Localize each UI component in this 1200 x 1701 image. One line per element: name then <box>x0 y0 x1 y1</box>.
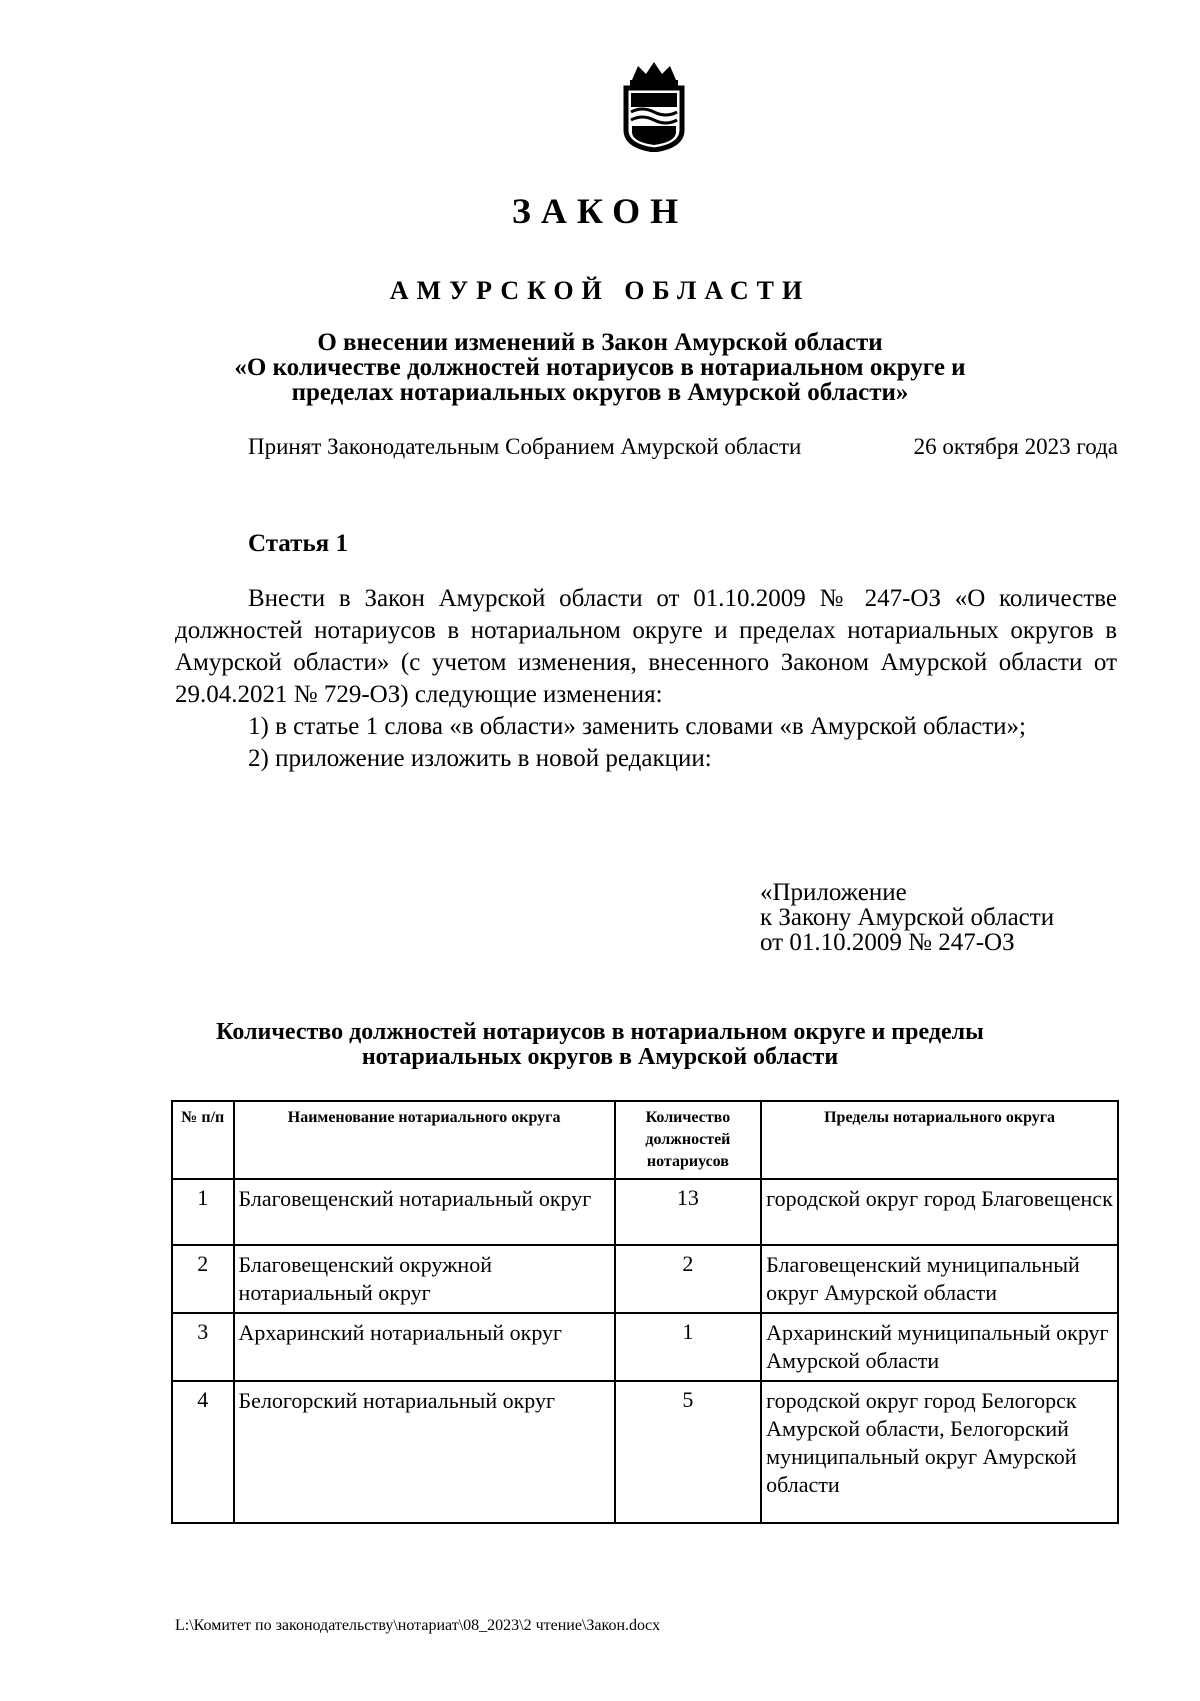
region-title: АМУРСКОЙ ОБЛАСТИ <box>389 276 811 305</box>
row-number: 1 <box>172 1179 234 1245</box>
subtitle-line: О внесении изменений в Закон Амурской области <box>317 329 883 356</box>
header-number: № п/п <box>172 1101 234 1179</box>
table-title-line: Количество должностей нотариусов в нотариальном округе и пределы <box>216 1019 984 1045</box>
row-limits: Благовещенский муниципальный округ Амурской области <box>761 1245 1118 1313</box>
adopted-by: Принят Законодательным Собранием Амурской области <box>248 434 802 459</box>
row-count: 13 <box>615 1179 761 1245</box>
header-count: Количество должностей нотариусов <box>615 1101 761 1179</box>
row-district-name: Архаринский нотариальный округ <box>234 1313 615 1381</box>
row-limits: Архаринский муниципальный округ Амурской области <box>761 1313 1118 1381</box>
row-district-name: Белогорский нотариальный округ <box>234 1381 615 1523</box>
coat-of-arms-icon <box>618 60 690 152</box>
row-district-name: Благовещенский окружной нотариальный округ <box>234 1245 615 1313</box>
row-limits: городской округ город Благовещенск <box>761 1179 1118 1245</box>
table-row <box>172 1381 1118 1523</box>
file-path-footer: L:\Комитет по законодательству\нотариат\08_2023\2 чтение\Закон.docx <box>175 1617 661 1634</box>
table-title-line: нотариальных округов в Амурской области <box>361 1044 839 1070</box>
row-number: 2 <box>172 1245 234 1313</box>
paragraph: Внести в Закон Амурской области от 01.10.2009 № 247-ОЗ «О количестве должностей нотариусов в нотариальном округе и пределах нотариальных округов в Амурской области» (с учетом изменения, внесенного Законом Амурской области от 29.04.2021 № 729-ОЗ) следующие изменения: <box>175 585 1117 708</box>
subtitle-line: «О количестве должностей нотариусов в нотариальном округе и <box>234 354 966 381</box>
subtitle-line: пределах нотариальных округов в Амурской области» <box>291 379 909 406</box>
article-body <box>175 583 1117 775</box>
table-row <box>172 1313 1118 1381</box>
table-row <box>172 1245 1118 1313</box>
appendix-line: к Закону Амурской области <box>760 904 1055 931</box>
row-count: 2 <box>615 1245 761 1313</box>
law-title: ЗАКОН <box>511 191 689 231</box>
header-district-name: Наименование нотариального округа <box>234 1101 615 1179</box>
article-title: Статья 1 <box>248 530 348 557</box>
appendix-line: «Приложение <box>760 879 907 906</box>
row-number: 3 <box>172 1313 234 1381</box>
row-limits: городской округ город Белогорск Амурской области, Белогорский муниципальный округ Амурской области <box>761 1381 1118 1523</box>
adopted-date: 26 октября 2023 года <box>913 434 1118 459</box>
row-number: 4 <box>172 1381 234 1523</box>
law-subtitle <box>180 330 1020 405</box>
row-count: 5 <box>615 1381 761 1523</box>
table-header-row <box>172 1101 1118 1179</box>
table-row <box>172 1179 1118 1245</box>
appendix-note <box>760 880 1054 955</box>
row-district-name: Благовещенский нотариальный округ <box>234 1179 615 1245</box>
notary-districts-table <box>171 1100 1119 1524</box>
appendix-line: от 01.10.2009 № 247-ОЗ <box>760 929 1015 956</box>
paragraph: 1) в статье 1 слова «в области» заменить словами «в Амурской области»; <box>248 713 1026 740</box>
header-limits: Пределы нотариального округа <box>761 1101 1118 1179</box>
paragraph: 2) приложение изложить в новой редакции: <box>248 745 712 772</box>
table-title <box>150 1020 1050 1070</box>
row-count: 1 <box>615 1313 761 1381</box>
